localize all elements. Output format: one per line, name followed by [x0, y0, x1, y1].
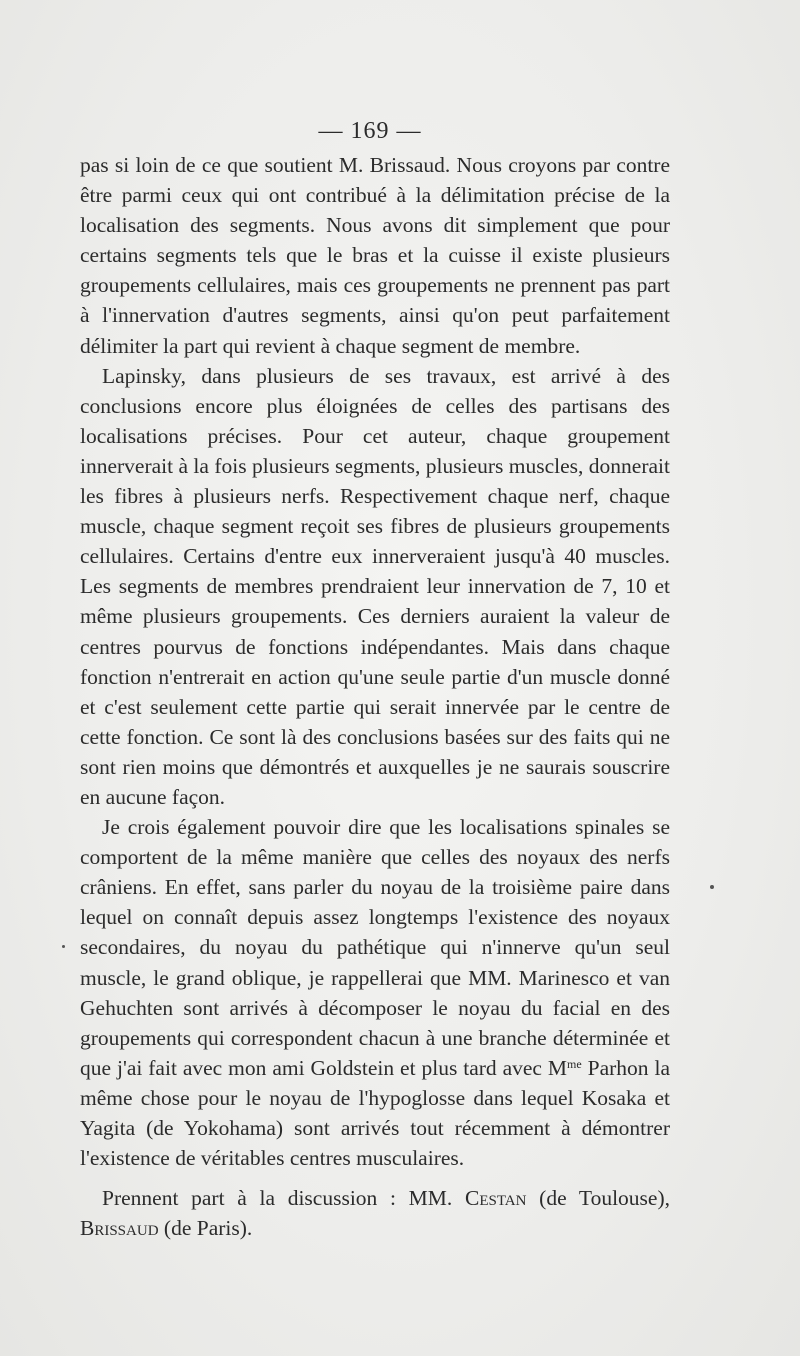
- discussion-end: (de Paris).: [158, 1216, 253, 1241]
- body-text: [80, 150, 670, 1243]
- discussion-mid: (de Toulouse),: [526, 1186, 670, 1211]
- discussion-intro: Prennent part à la discussion : MM.: [102, 1186, 465, 1211]
- page-number: — 169 —: [318, 118, 422, 144]
- paragraph-2: Lapinsky, dans plusieurs de ses travaux, est arrivé à des conclusions encore plus éloignées de celles des partisans des localisations précises. Pour cet auteur, chaque groupement innerverait à la fois plusieurs segments, plusieurs muscles, donnerait les fibres à plusieurs nerfs. Respectivement chaque nerf, chaque muscle, chaque segment reçoit ses fibres de plusieurs groupements cellulaires. Certains d'entre eux innerveraient jusqu'à 40 muscles. Les segments de membres prendraient leur innervation de 7, 10 et même plusieurs groupements. Ces derniers auraient la valeur de centres pourvus de fonctions indépendantes. Mais dans chaque fonction n'entrerait en action qu'une seule partie d'un muscle donné et c'est seulement cette partie qui serait innervée par le centre de cette fonction. Ce sont là des conclusions basées sur des faits qui ne sont rien moins que démontrés et auxquelles je ne saurais souscrire en aucune façon.: [80, 363, 670, 809]
- paragraph-3-text-b: Parhon la même chose pour le noyau de l'hypoglosse dans lequel Kosaka et Yagita (de Yokohama) sont arrivés tout récemment à démontrer l'existence de véritables centres musculaires.: [80, 1055, 670, 1171]
- paragraph-3-text-a: Je crois également pouvoir dire que les localisations spinales se comportent de la même manière que celles des noyaux des nerfs crâniens. En effet, sans parler du noyau de la troisième paire dans lequel on connaît depuis assez longtemps l'existence des noyaux secondaires, du noyau du pathétique qui n'innerve qu'un seul muscle, le grand oblique, je rappellerai que MM. Marinesco et van Gehuchten sont arrivés à décomposer le noyau du facial en des groupements qui correspondent chacun à une branche déterminée et que j'ai fait avec mon ami Goldstein et plus tard avec M: [80, 815, 670, 1080]
- paragraph-1: pas si loin de ce que soutient M. Brissaud. Nous croyons par contre être parmi ceux qui ont contribué à la délimitation précise de la localisation des segments. Nous avons dit simplement que pour certains segments tels que le bras et la cuisse il existe plusieurs groupements cellulaires, mais ces groupements ne prennent pas part à l'innervation d'autres segments, ainsi qu'on peut parfaitement délimiter la part qui revient à chaque segment de membre.: [80, 153, 670, 358]
- name-brissaud: Brissaud: [80, 1216, 159, 1241]
- paragraph-3: [80, 812, 670, 1173]
- superscript-me: me: [567, 1056, 582, 1071]
- discussion-paragraph: [80, 1183, 670, 1243]
- margin-speck: [62, 945, 65, 948]
- name-cestan: Cestan: [464, 1186, 527, 1211]
- margin-speck: [710, 885, 714, 889]
